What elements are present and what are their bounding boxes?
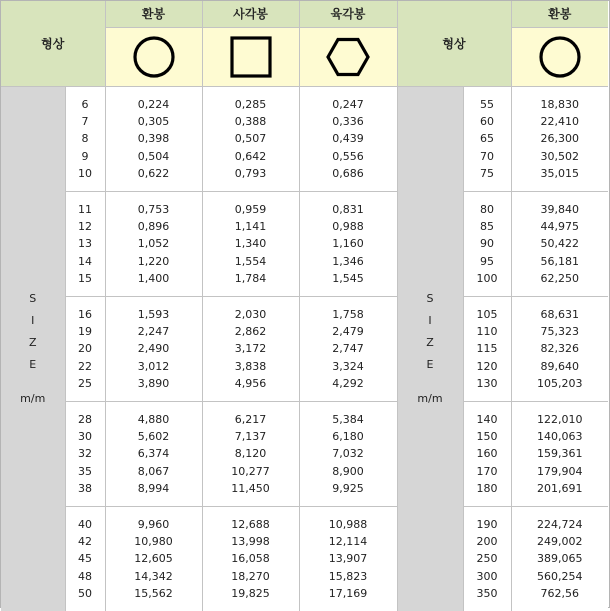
value-cell: 90 [464,235,511,252]
value-cell: 0,753 [106,201,202,218]
round-weight-cell [105,297,202,402]
value-cell: 13,907 [300,550,397,567]
value-cell: 13,998 [203,533,299,550]
value-cell: 0,556 [300,148,397,165]
round-weight-cell-right [511,297,608,402]
value-cell: 762,56 [512,585,609,602]
value-cell: 0,439 [300,130,397,147]
size-cell-right [463,297,511,402]
value-cell: 8,994 [106,480,202,497]
value-cell: 19,825 [203,585,299,602]
size-letter: I [1,310,65,332]
value-cell: 0,504 [106,148,202,165]
square-weight-cell [202,87,299,192]
value-cell: 62,250 [512,270,609,287]
shape-label-right: 형상 [397,1,511,87]
value-cell: 80 [464,201,511,218]
value-cell: 0,388 [203,113,299,130]
value-cell: 8,120 [203,445,299,462]
size-letter: E [1,354,65,376]
round-weight-cell [105,402,202,507]
value-cell: 45 [66,550,105,567]
value-cell: 95 [464,253,511,270]
value-cell: 0,398 [106,130,202,147]
value-cell: 22 [66,358,105,375]
value-cell: 1,784 [203,270,299,287]
value-cell: 1,160 [300,235,397,252]
value-cell: 1,758 [300,306,397,323]
hex-weight-cell [299,402,397,507]
value-cell: 224,724 [512,516,609,533]
round-weight-cell [105,507,202,611]
size-cell-right [463,87,511,192]
value-cell: 70 [464,148,511,165]
value-cell: 50 [66,585,105,602]
value-cell: 2,747 [300,340,397,357]
value-cell: 1,554 [203,253,299,270]
table-row [1,402,608,507]
value-cell: 180 [464,480,511,497]
value-cell: 6,180 [300,428,397,445]
value-cell: 75 [464,165,511,182]
value-cell: 2,862 [203,323,299,340]
value-cell: 42 [66,533,105,550]
size-cell [65,192,105,297]
table-row [1,507,608,611]
value-cell: 12,114 [300,533,397,550]
value-cell: 20 [66,340,105,357]
value-cell: 10,277 [203,463,299,480]
size-cell [65,297,105,402]
value-cell: 15,562 [106,585,202,602]
value-cell: 3,172 [203,340,299,357]
col-round-header: 환봉 [105,1,202,28]
value-cell: 15 [66,270,105,287]
value-cell: 3,838 [203,358,299,375]
value-cell: 16,058 [203,550,299,567]
value-cell: 82,326 [512,340,609,357]
value-cell: 9,925 [300,480,397,497]
value-cell: 0,988 [300,218,397,235]
value-cell: 22,410 [512,113,609,130]
round-weight-cell [105,192,202,297]
value-cell: 75,323 [512,323,609,340]
value-cell: 0,686 [300,165,397,182]
value-cell: 0,959 [203,201,299,218]
value-cell: 105 [464,306,511,323]
value-cell: 249,002 [512,533,609,550]
value-cell: 7,137 [203,428,299,445]
round-weight-cell-right [511,402,608,507]
value-cell: 2,030 [203,306,299,323]
value-cell: 2,490 [106,340,202,357]
value-cell: 4,880 [106,411,202,428]
value-cell: 1,346 [300,253,397,270]
unit-label: m/m [398,388,463,410]
value-cell: 56,181 [512,253,609,270]
value-cell: 9 [66,148,105,165]
value-cell: 170 [464,463,511,480]
size-cell-right [463,402,511,507]
value-cell: 4,956 [203,375,299,392]
value-cell: 0,831 [300,201,397,218]
value-cell: 8,067 [106,463,202,480]
table-row [1,192,608,297]
value-cell: 1,141 [203,218,299,235]
round-weight-cell-right [511,87,608,192]
shape-label-left: 형상 [1,1,105,87]
value-cell: 35 [66,463,105,480]
round-shape-icon [105,28,202,87]
square-weight-cell [202,507,299,611]
table-row [1,297,608,402]
value-cell: 8,900 [300,463,397,480]
value-cell: 44,975 [512,218,609,235]
value-cell: 0,247 [300,96,397,113]
value-cell: 0,622 [106,165,202,182]
value-cell: 85 [464,218,511,235]
value-cell: 3,890 [106,375,202,392]
value-cell: 160 [464,445,511,462]
value-cell: 26,300 [512,130,609,147]
value-cell: 0,285 [203,96,299,113]
value-cell: 14 [66,253,105,270]
value-cell: 0,896 [106,218,202,235]
value-cell: 10,988 [300,516,397,533]
value-cell: 115 [464,340,511,357]
value-cell: 7 [66,113,105,130]
value-cell: 1,545 [300,270,397,287]
value-cell: 11 [66,201,105,218]
value-cell: 6,374 [106,445,202,462]
value-cell: 201,691 [512,480,609,497]
value-cell: 65 [464,130,511,147]
value-cell: 28 [66,411,105,428]
col-square-header: 사각봉 [202,1,299,28]
size-cell [65,402,105,507]
value-cell: 12,605 [106,550,202,567]
value-cell: 0,642 [203,148,299,165]
value-cell: 159,361 [512,445,609,462]
value-cell: 12 [66,218,105,235]
value-cell: 179,904 [512,463,609,480]
value-cell: 140,063 [512,428,609,445]
value-cell: 1,340 [203,235,299,252]
size-cell [65,507,105,611]
value-cell: 1,400 [106,270,202,287]
value-cell: 0,336 [300,113,397,130]
hexagon-shape-icon [299,28,397,87]
size-letter: S [1,288,65,310]
value-cell: 18,830 [512,96,609,113]
value-cell: 0,305 [106,113,202,130]
square-shape-icon [202,28,299,87]
value-cell: 190 [464,516,511,533]
size-cell-right [463,192,511,297]
value-cell: 19 [66,323,105,340]
value-cell: 250 [464,550,511,567]
size-letter: Z [398,332,463,354]
value-cell: 3,012 [106,358,202,375]
value-cell: 130 [464,375,511,392]
value-cell: 2,247 [106,323,202,340]
square-weight-cell [202,192,299,297]
size-letter: S [398,288,463,310]
value-cell: 25 [66,375,105,392]
value-cell: 9,960 [106,516,202,533]
value-cell: 89,640 [512,358,609,375]
value-cell: 3,324 [300,358,397,375]
value-cell: 2,479 [300,323,397,340]
value-cell: 12,688 [203,516,299,533]
value-cell: 140 [464,411,511,428]
value-cell: 122,010 [512,411,609,428]
value-cell: 68,631 [512,306,609,323]
right-size-unit-label [397,87,463,611]
size-cell [65,87,105,192]
value-cell: 16 [66,306,105,323]
value-cell: 105,203 [512,375,609,392]
value-cell: 60 [464,113,511,130]
value-cell: 55 [464,96,511,113]
value-cell: 5,602 [106,428,202,445]
square-weight-cell [202,402,299,507]
size-letter: I [398,310,463,332]
value-cell: 1,052 [106,235,202,252]
value-cell: 15,823 [300,568,397,585]
value-cell: 4,292 [300,375,397,392]
value-cell: 18,270 [203,568,299,585]
hex-weight-cell [299,87,397,192]
value-cell: 6 [66,96,105,113]
hex-weight-cell [299,507,397,611]
value-cell: 0,793 [203,165,299,182]
value-cell: 39,840 [512,201,609,218]
value-cell: 0,507 [203,130,299,147]
value-cell: 10,980 [106,533,202,550]
square-weight-cell [202,297,299,402]
hex-weight-cell [299,192,397,297]
value-cell: 40 [66,516,105,533]
size-letter: E [398,354,463,376]
value-cell: 35,015 [512,165,609,182]
value-cell: 5,384 [300,411,397,428]
value-cell: 1,220 [106,253,202,270]
col-round-header-right: 환봉 [511,1,608,28]
value-cell: 48 [66,568,105,585]
value-cell: 120 [464,358,511,375]
round-weight-cell [105,87,202,192]
value-cell: 17,169 [300,585,397,602]
value-cell: 6,217 [203,411,299,428]
value-cell: 350 [464,585,511,602]
value-cell: 13 [66,235,105,252]
value-cell: 14,342 [106,568,202,585]
size-letter: Z [1,332,65,354]
value-cell: 30,502 [512,148,609,165]
value-cell: 30 [66,428,105,445]
round-weight-cell-right [511,507,608,611]
unit-label: m/m [1,388,65,410]
weight-table [1,1,608,611]
value-cell: 50,422 [512,235,609,252]
hex-weight-cell [299,297,397,402]
col-hex-header: 육각봉 [299,1,397,28]
value-cell: 38 [66,480,105,497]
value-cell: 0,224 [106,96,202,113]
value-cell: 8 [66,130,105,147]
round-shape-icon-right [511,28,608,87]
value-cell: 1,593 [106,306,202,323]
size-cell-right [463,507,511,611]
value-cell: 300 [464,568,511,585]
value-cell: 389,065 [512,550,609,567]
value-cell: 11,450 [203,480,299,497]
value-cell: 200 [464,533,511,550]
value-cell: 100 [464,270,511,287]
left-size-unit-label [1,87,65,611]
value-cell: 10 [66,165,105,182]
value-cell: 110 [464,323,511,340]
value-cell: 150 [464,428,511,445]
table-row [1,87,608,192]
value-cell: 560,254 [512,568,609,585]
value-cell: 32 [66,445,105,462]
value-cell: 7,032 [300,445,397,462]
round-weight-cell-right [511,192,608,297]
